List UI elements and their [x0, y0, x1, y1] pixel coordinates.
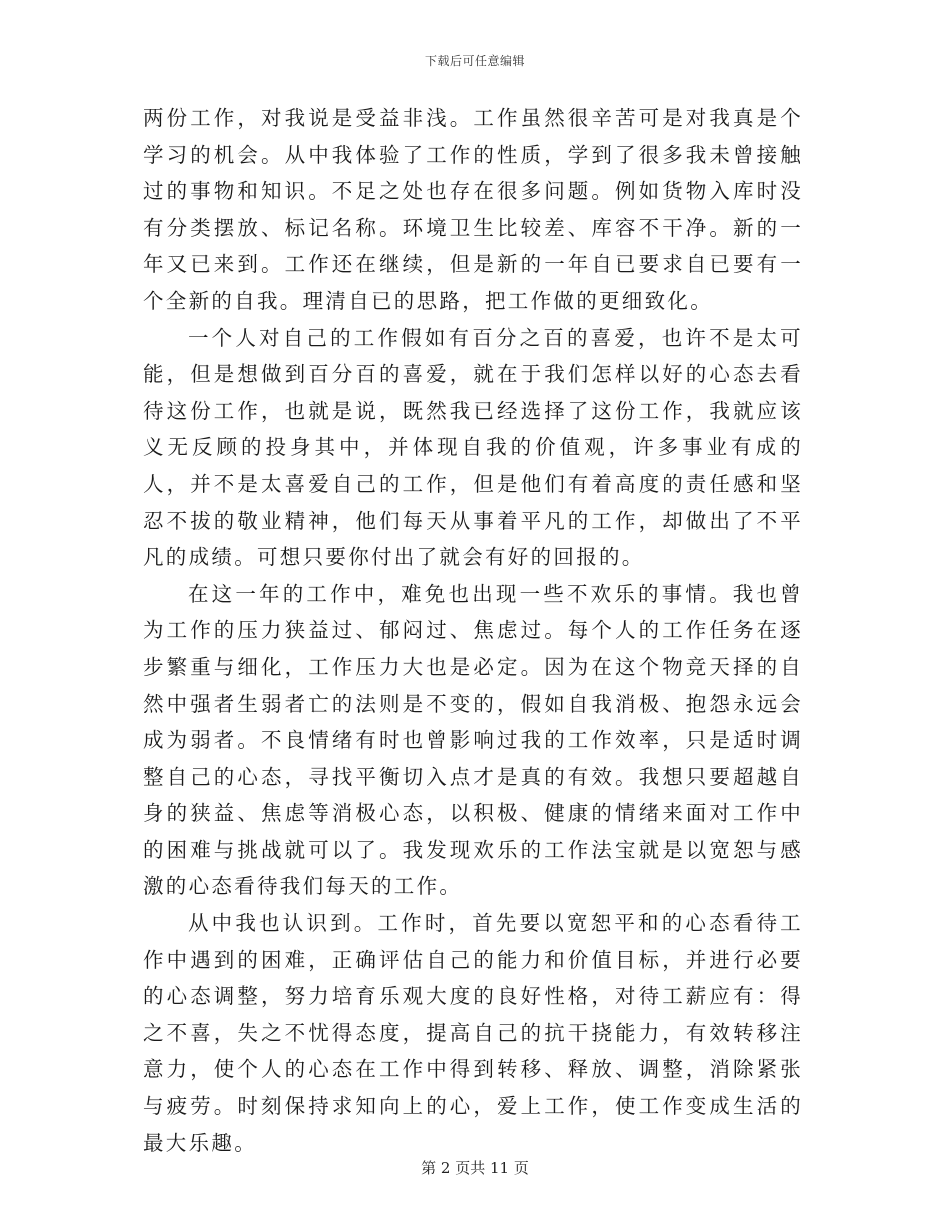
document-body	[143, 100, 803, 1161]
paragraph-4: 从中我也认识到。工作时，首先要以宽恕平和的心态看待工作中遇到的困难，正确评估自己的能力和价值目标，并进行必要的心态调整，努力培育乐观大度的良好性格，对待工薪应有：得之不喜，失之不忧得态度，提高自己的抗干挠能力，有效转移注意力，使个人的心态在工作中得到转移、释放、调整，消除紧张与疲劳。时刻保持求知向上的心，爱上工作，使工作变成生活的最大乐趣。	[143, 911, 803, 1155]
paragraph-2: 一个人对自己的工作假如有百分之百的喜爱，也许不是太可能，但是想做到百分百的喜爱，就在于我们怎样以好的心态去看待这份工作，也就是说，既然我已经选择了这份工作，我就应该义无反顾的投身其中，并体现自我的价值观，许多事业有成的人，并不是太喜爱自己的工作，但是他们有着高度的责任感和坚忍不拔的敬业精神，他们每天从事着平凡的工作，却做出了不平凡的成绩。可想只要你付出了就会有好的回报的。	[143, 325, 803, 570]
paragraph-3: 在这一年的工作中，难免也出现一些不欢乐的事情。我也曾为工作的压力狭益过、郁闷过、焦虑过。每个人的工作任务在逐步繁重与细化，工作压力大也是必定。因为在这个物竞天择的自然中强者生弱者亡的法则是不变的，假如自我消极、抱怨永远会成为弱者。不良情绪有时也曾影响过我的工作效率，只是适时调整自己的心态，寻找平衡切入点才是真的有效。我想只要超越自身的狭益、焦虑等消极心态，以积极、健康的情绪来面对工作中的困难与挑战就可以了。我发现欢乐的工作法宝就是以宽恕与感激的心态看待我们每天的工作。	[143, 581, 803, 899]
page-number-footer: 第 2 页共 11 页	[421, 1159, 529, 1177]
paragraph-1: 两份工作，对我说是受益非浅。工作虽然很辛苦可是对我真是个学习的机会。从中我体验了工作的性质，学到了很多我未曾接触过的事物和知识。不足之处也存在很多问题。例如货物入库时没有分类摆放、标记名称。环境卫生比较差、库容不干净。新的一年又已来到。工作还在继续，但是新的一年自已要求自已要有一个全新的自我。理清自已的思路，把工作做的更细致化。	[143, 106, 803, 313]
page-header: 下载后可任意编辑	[424, 54, 525, 68]
